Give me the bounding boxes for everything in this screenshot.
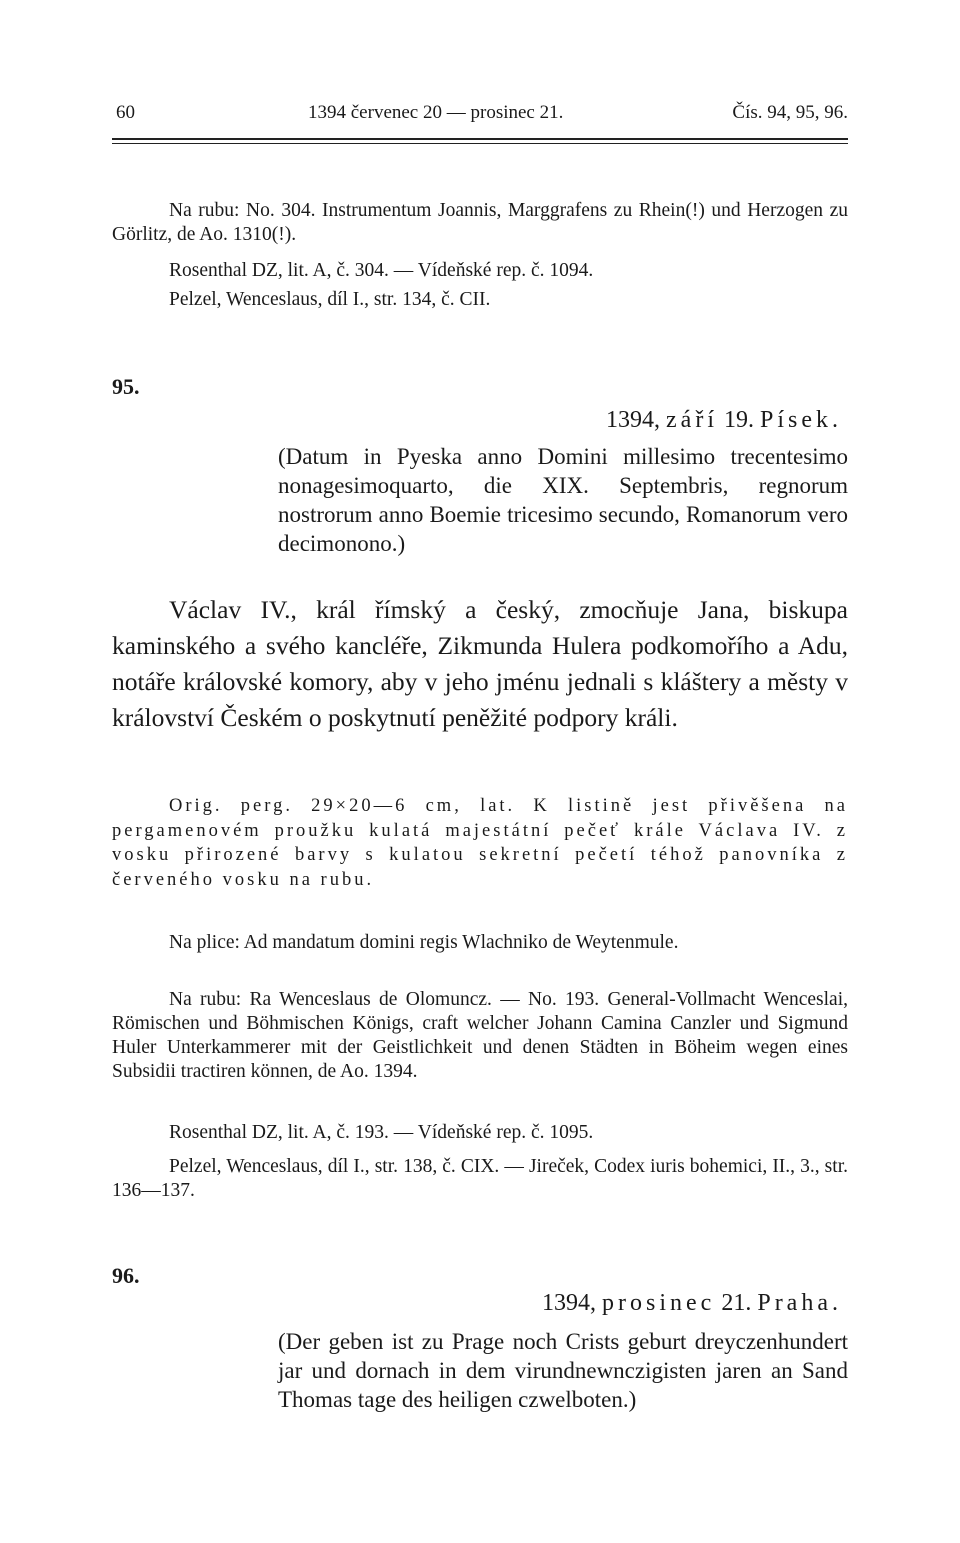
doc96-year: 1394, [542, 1290, 597, 1316]
prev-rubrum-note: Na rubu: No. 304. Instrumentum Joannis, Marggrafens zu Rhein(!) und Herzogen zu Görlitz, de Ao. 1310(!). [112, 200, 848, 245]
doc95-year: 1394, [606, 407, 661, 433]
doc95-reference-rosenthal: Rosenthal DZ, lit. A, č. 193. — Vídeňské rep. č. 1095. [169, 1122, 594, 1143]
doc95-dating-clause: (Datum in Pyeska anno Domini millesimo trecentesimo nonagesimoquarto, die XIX. Septembris, regnorum nostrorum anno Boemie tricesimo secundo, Romanorum vero decimonono.) [278, 444, 848, 556]
doc95-dateline [606, 407, 842, 434]
doc95-plica-note: Na plice: Ad mandatum domini regis Wlachniko de Weytenmule. [169, 932, 679, 953]
header-date-range: 1394 červenec 20 — prosinec 21. [308, 102, 564, 123]
header-doc-numbers: Čís. 94, 95, 96. [732, 102, 848, 123]
doc95-regest [112, 592, 848, 736]
doc95-month: září [666, 407, 718, 433]
prev-reference-rosenthal: Rosenthal DZ, lit. A, č. 304. — Vídeňské rep. č. 1094. [169, 260, 594, 281]
doc95-number: 95. [112, 374, 140, 399]
doc96-day: 21. [721, 1290, 752, 1316]
doc96-month: prosinec [602, 1290, 716, 1316]
header-rule-thin [112, 143, 848, 144]
header-rule-thick [112, 138, 848, 140]
prev-reference-pelzel: Pelzel, Wenceslaus, díl I., str. 134, č. CII. [169, 289, 491, 310]
doc96-place: Praha. [757, 1290, 842, 1316]
doc95-regest-text: Václav IV., král římský a český, zmocňuje Jana, biskupa kaminského a svého kancléře, Zikmunda Hulera podkomořího a Adu, notáře královské komory, aby v jeho jménu jednali s kláštery a městy v království Českém o poskytnutí peněžité podpory králi. [112, 595, 848, 732]
doc96-dateline [542, 1290, 842, 1317]
running-header [112, 102, 848, 132]
doc95-original-description: Orig. perg. 29×20—6 cm, lat. K listině jest přivěšena na pergamenovém proužku kulatá majestátní pečeť krále Václava IV. z vosku přirozené barvy s kulatou sekretní pečetí téhož panovníka z červeného vosku na rubu. [112, 796, 848, 890]
doc95-day: 19. [723, 407, 754, 433]
doc95-reference-pelzel: Pelzel, Wenceslaus, díl I., str. 138, č. CIX. — Jireček, Codex iuris bohemici, II., 3., str. 136—137. [112, 1156, 848, 1201]
doc96-number: 96. [112, 1263, 140, 1288]
page-number: 60 [116, 102, 135, 123]
doc95-rubrum-note: Na rubu: Ra Wenceslaus de Olomuncz. — No. 193. General-Vollmacht Wenceslai, Römischen und Böhmischen Königs, craft welcher Johann Camina Canzler und Sigmund Huler Unterkammerer mit der Geistlichkeit und denen Städten in Böheim wegen eines Subsidii tractiren können, de Ao. 1394. [112, 989, 848, 1082]
doc95-place: Písek. [759, 407, 842, 433]
doc96-dating-clause: (Der geben ist zu Prage noch Crists geburt dreyczenhundert jar und dornach in dem virundnewnczigisten jaren an Sand Thomas tage des heiligen czwelboten.) [278, 1329, 848, 1412]
